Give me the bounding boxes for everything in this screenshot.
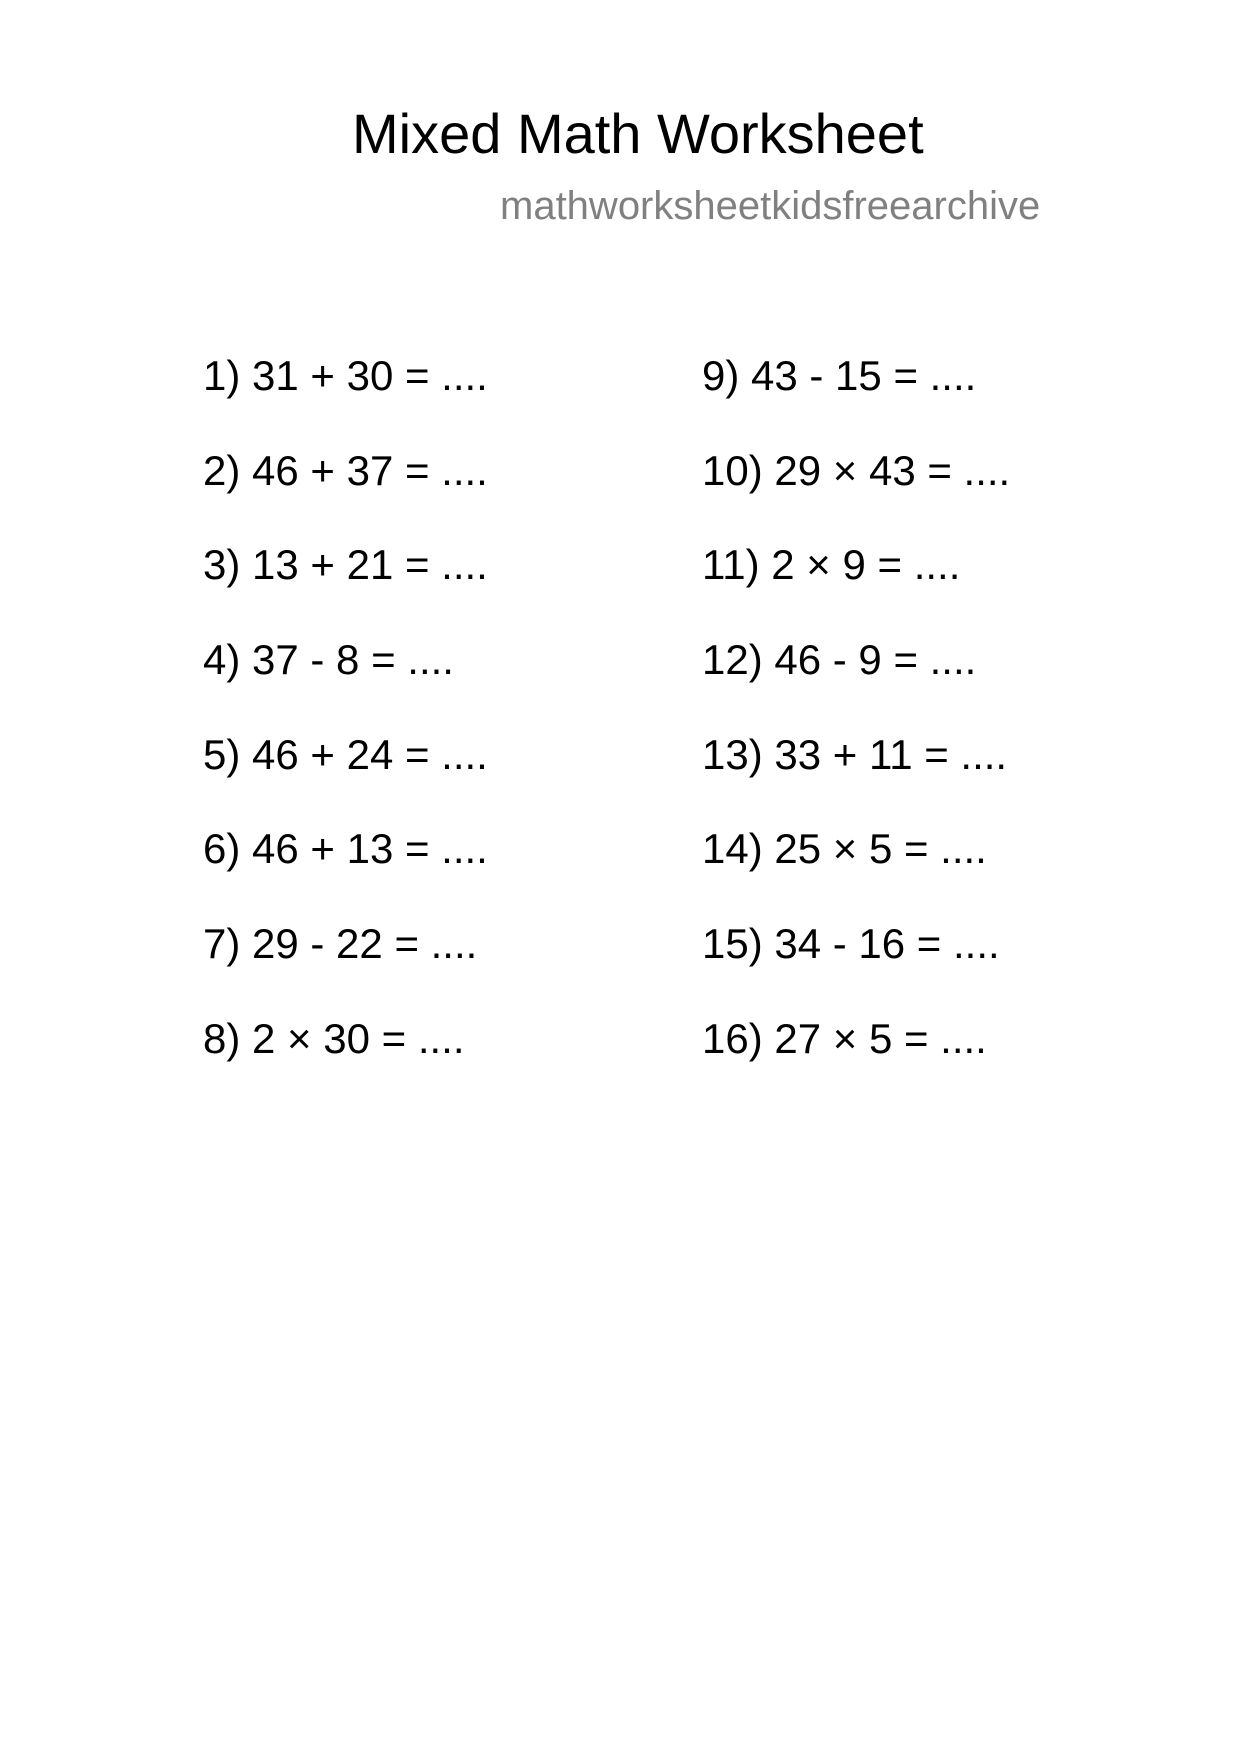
problem-4: 4) 37 - 8 = .... — [203, 636, 454, 684]
problem-column-right — [702, 352, 1011, 1113]
problem-14: 14) 25 × 5 = .... — [702, 825, 987, 873]
problem-8: 8) 2 × 30 = .... — [203, 1014, 465, 1062]
problem-15: 15) 34 - 16 = .... — [702, 920, 1000, 968]
problem-column-left — [203, 352, 488, 1113]
source-subtitle: mathworksheetkidsfreearchive — [500, 184, 1041, 228]
problem-9: 9) 43 - 15 = .... — [702, 352, 977, 399]
problem-12: 12) 46 - 9 = .... — [702, 636, 977, 684]
problem-2: 2) 46 + 37 = .... — [203, 446, 488, 494]
problem-5: 5) 46 + 24 = .... — [203, 730, 488, 778]
problem-11: 11) 2 × 9 = .... — [702, 541, 961, 589]
problem-3: 3) 13 + 21 = .... — [203, 541, 488, 589]
page-title: Mixed Math Worksheet — [352, 102, 924, 165]
problem-13: 13) 33 + 11 = .... — [702, 730, 1008, 778]
problem-1: 1) 31 + 30 = .... — [203, 352, 488, 399]
problem-6: 6) 46 + 13 = .... — [203, 825, 488, 873]
problem-10: 10) 29 × 43 = .... — [702, 446, 1011, 494]
problem-16: 16) 27 × 5 = .... — [702, 1014, 987, 1062]
problem-7: 7) 29 - 22 = .... — [203, 920, 478, 968]
